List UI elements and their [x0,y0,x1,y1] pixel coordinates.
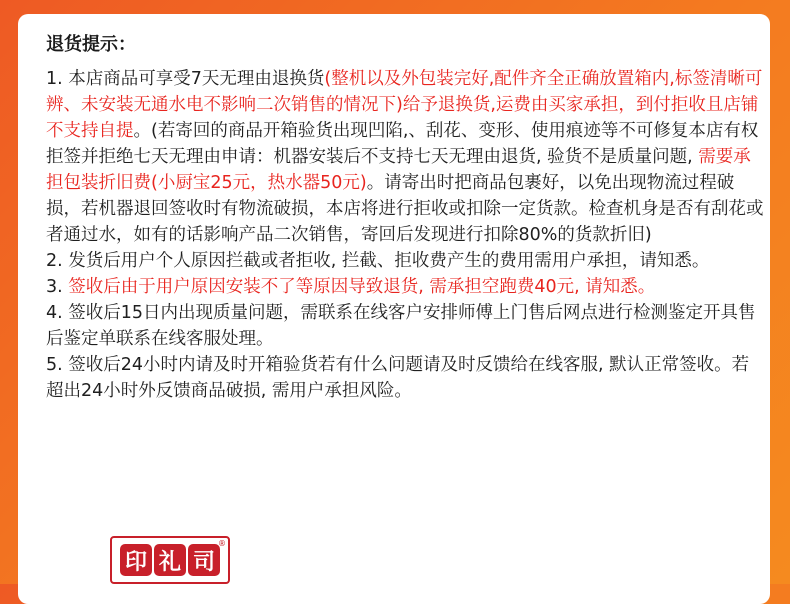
registered-mark: ® [218,539,226,548]
return-notice [46,32,764,404]
notice-card [18,14,770,604]
notice-item-2 [46,248,764,274]
notice-item-1-part-3: 。(若寄回的商品开箱验货出现凹陷,、刮花、变形、使用痕迹等不可修复本店有权拒签并拒绝七天无理由申请：机器安装后不支持七天无理由退货, 验货不是质量问题, [46,121,759,167]
notice-item-3 [46,274,764,300]
notice-item-1-part-2: (整机以及外包装完好,配件齐全正确放置箱内,标签清晰可辨、未安装无通水电不影响二次销售的情况下)给予退换货,运费由买家承担，到付拒收且店铺不支持自提 [46,69,763,141]
logo-char-2: 礼 [154,544,186,576]
notice-item-1-part-1: 1. 本店商品可享受7天无理由退换货 [46,69,325,89]
notice-item-5 [46,352,764,404]
logo-char-3: 司 [188,544,220,576]
logo-char-1: 印 [120,544,152,576]
notice-item-1-part-4: 需要承担包装折旧费(小厨宝25元，热水器50元) [46,147,751,193]
notice-item-5-part-1: 5. 签收后24小时内请及时开箱验货若有什么问题请及时反馈给在线客服, 默认正常签收。若超出24小时外反馈商品破损, 需用户承担风险。 [46,355,750,401]
notice-item-1-part-5: 。请寄出时把商品包裹好，以免出现物流过程破损，若机器退回签收时有物流破损，本店将进行拒收或扣除一定货款。检查机身是否有刮花或者通过水，如有的话影响产品二次销售，寄回后发现进行扣除80%的货款折旧) [46,173,764,245]
brand-logo [110,536,230,584]
notice-item-3-part-2: 签收后由于用户原因安装不了等原因导致退货, 需承担空跑费40元, 请知悉。 [68,277,656,297]
notice-item-3-part-1: 3. [46,277,69,297]
notice-item-1 [46,66,764,248]
notice-title: 退货提示： [46,34,136,55]
notice-item-2-part-1: 2. 发货后用户个人原因拦截或者拒收, 拦截、拒收费产生的费用需用户承担，请知悉。 [46,251,710,271]
notice-item-4-part-1: 4. 签收后15日内出现质量问题，需联系在线客户安排师傅上门售后网点进行检测鉴定开具售后鉴定单联系在线客服处理。 [46,303,756,349]
notice-item-4 [46,300,764,352]
